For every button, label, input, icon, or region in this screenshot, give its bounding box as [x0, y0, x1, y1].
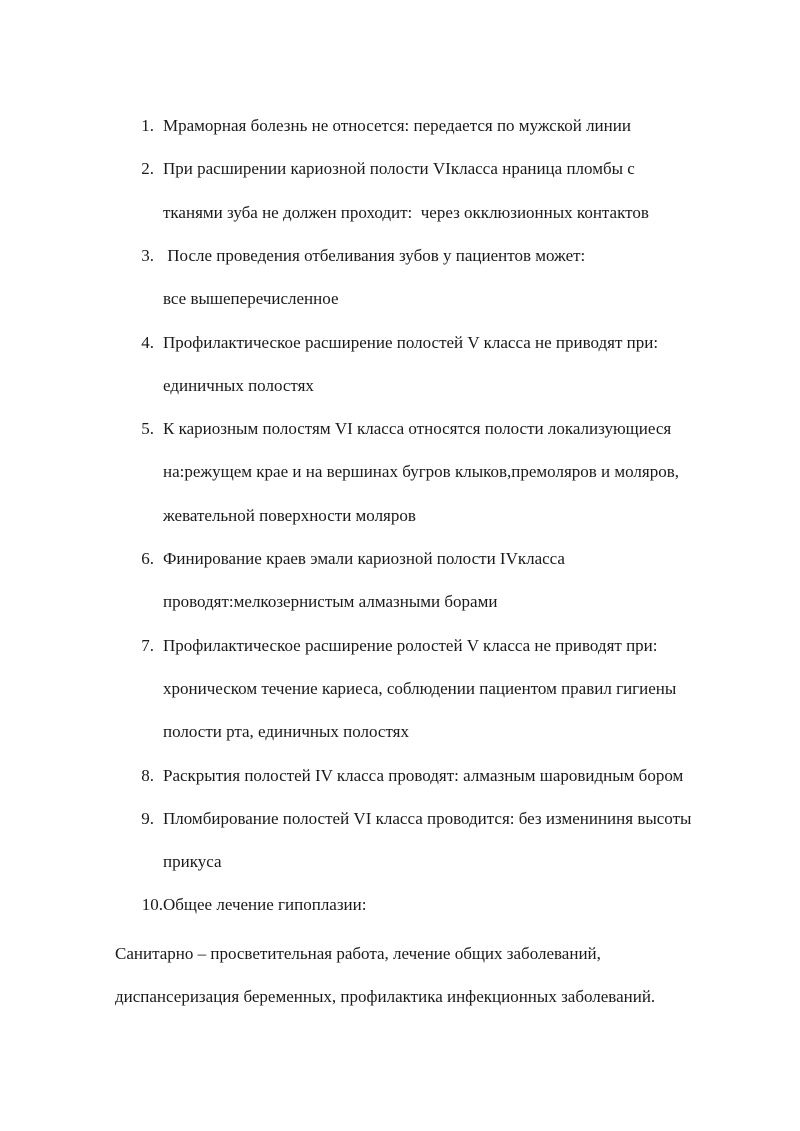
list-item-text-line: К кариозным полостям VI класса относятся полости локализующиеся — [163, 419, 672, 439]
paragraph-line: Санитарно – просветительная работа, лечение общих заболеваний, — [115, 943, 601, 963]
list-item-number: 4. — [141, 332, 154, 352]
list-item-text-line: Пломбирование полостей VI класса проводится: без изменининя высоты — [163, 808, 692, 828]
list-item-text-line: Мраморная болезнь не относется: передается по мужской линии — [163, 116, 631, 135]
list-item-text-line: тканями зуба не должен проходит: через окклюзионных контактов — [163, 202, 649, 222]
list-item-text-line: все вышеперечисленное — [163, 289, 339, 309]
list-item-number: 1. — [141, 116, 154, 135]
list-item-number: 8. — [141, 765, 154, 785]
list-item-number: 5. — [141, 419, 154, 439]
list-item-text-line: хроническом течение кариеса, соблюдении пациентом правил гигиены — [163, 678, 677, 698]
list-item-text-line: При расширении кариозной полости VIкласса нраница пломбы с — [163, 159, 635, 179]
list-item-text-line: После проведения отбеливания зубов у пациентов может: — [163, 245, 586, 265]
list-item-number: 6. — [141, 549, 154, 568]
list-item-text-line: Профилактическое расширение ролостей V класса не приводят при: — [163, 635, 658, 655]
list-item-text-line: Общее лечение гипоплазии: — [163, 895, 367, 915]
list-item-text-line: полости рта, единичных полостях — [163, 722, 409, 742]
list-item-text-line: прикуса — [163, 852, 222, 872]
list-item-text-line: проводят:мелкозернистым алмазными борами — [163, 592, 498, 612]
list-item-text-line: на:режущем крае и на вершинах бугров клыков,премоляров и моляров, — [163, 462, 680, 482]
list-item-text-line: Раскрытия полостей IV класса проводят: алмазным шаровидным бором — [163, 765, 684, 785]
list-item-text-line: единичных полостях — [163, 375, 314, 395]
list-item-number: 7. — [141, 635, 154, 655]
paragraph-line: диспансеризация беременных, профилактика инфекционных заболеваний. — [115, 987, 656, 1006]
list-item-number: 9. — [141, 808, 154, 828]
list-item-number: 2. — [141, 159, 154, 179]
list-item-text-line: Финирование краев эмали кариозной полости IVкласса — [163, 549, 565, 568]
list-item-number: 10. — [141, 895, 163, 915]
list-item-text-line: Профилактическое расширение полостей V класса не приводят при: — [163, 332, 659, 352]
list-item-text-line: жевательной поверхности моляров — [163, 505, 416, 525]
list-item-number: 3. — [141, 245, 154, 265]
